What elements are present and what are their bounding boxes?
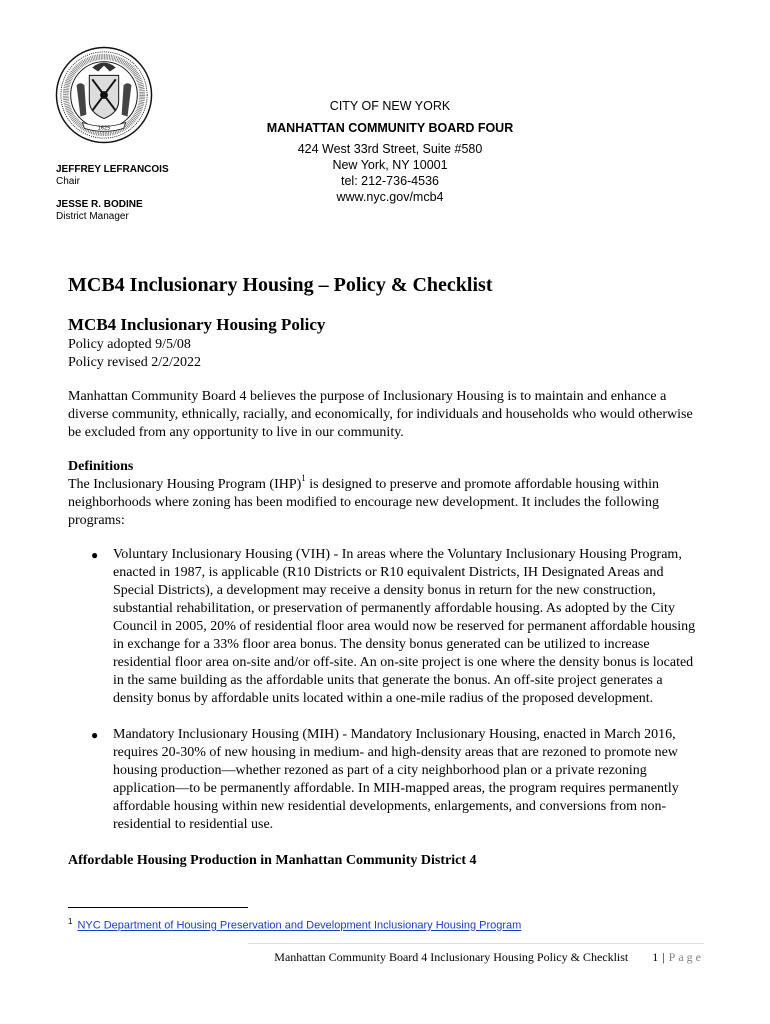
seal-year-text: 1625 bbox=[97, 125, 111, 132]
programs-list bbox=[68, 546, 704, 834]
telephone: tel: 212-736-4536 bbox=[341, 174, 439, 188]
board-address-block bbox=[210, 98, 570, 205]
production-heading: Affordable Housing Production in Manhattan Community District 4 bbox=[68, 853, 477, 868]
list-item bbox=[91, 546, 704, 708]
board-name: MANHATTAN COMMUNITY BOARD FOUR bbox=[266, 121, 514, 135]
definitions-heading: Definitions bbox=[68, 459, 134, 474]
chair-title: Chair bbox=[56, 176, 80, 187]
list-item bbox=[91, 726, 704, 834]
street-address: 424 West 33rd Street, Suite #580 bbox=[297, 142, 483, 156]
city-zip: New York, NY 10001 bbox=[332, 158, 448, 172]
bullet-icon: ● bbox=[91, 728, 99, 742]
footnote-number: 1 bbox=[68, 917, 73, 926]
footer-text: Manhattan Community Board 4 Inclusionary Housing Policy & Checklist bbox=[274, 950, 629, 964]
policy-revised: Policy revised 2/2/2022 bbox=[68, 355, 201, 370]
definitions-paragraph bbox=[68, 473, 704, 530]
document-title: MCB4 Inclusionary Housing – Policy & Checklist bbox=[68, 274, 493, 296]
footnote-divider bbox=[68, 907, 248, 908]
bullet-icon: ● bbox=[91, 548, 99, 562]
document-body bbox=[68, 272, 704, 870]
chair-name: JEFFREY LEFRANCOIS bbox=[56, 164, 169, 175]
website: www.nyc.gov/mcb4 bbox=[336, 190, 444, 204]
district-manager-name: JESSE R. BODINE bbox=[56, 199, 143, 210]
page-word: Page bbox=[668, 950, 704, 964]
district-manager-title: District Manager bbox=[56, 211, 129, 222]
footer-separator: | bbox=[662, 950, 665, 964]
list-item-text: Voluntary Inclusionary Housing (VIH) - In areas where the Voluntary Inclusionary Housing Program, enacted in 1987, is applicable (R10 Districts or R10 equivalent Districts, IH Designated Areas and Special Districts), a development may receive a density bonus in return for the new construction, substantial rehabilitation, or preservation of permanently affordable housing. As adopted by the City Council in 2005, 20% of residential floor area would now be reserved for permanent affordable housing in exchange for a 33% floor area bonus. The density bonus generated can be utilized to increase residential floor area on-site and/or off-site. An on-site project is one where the density bonus is located in the same building as the affordable units that generate the bonus. An off-site project generates a density bonus by affordable units located within a one-mile radius of the proposed development. bbox=[113, 547, 696, 706]
city-seal-logo bbox=[55, 46, 153, 144]
officials-block bbox=[56, 164, 169, 223]
footnote-link[interactable]: NYC Department of Housing Preservation and Development Inclusionary Housing Program bbox=[77, 919, 522, 932]
definitions-rest: is designed to preserve and promote affordable housing within neighborhoods where zoning has been modified to encourage new development. It includes the following programs: bbox=[68, 477, 659, 528]
section-title: MCB4 Inclusionary Housing Policy bbox=[68, 315, 326, 334]
city-name: CITY OF NEW YORK bbox=[329, 99, 451, 113]
policy-adopted: Policy adopted 9/5/08 bbox=[68, 337, 191, 352]
footnote bbox=[68, 915, 521, 933]
footnote-reference[interactable]: 1 bbox=[301, 473, 306, 484]
intro-paragraph: Manhattan Community Board 4 believes the purpose of Inclusionary Housing is to maintain and enhance a diverse community, ethnically, racially, and economically, for individuals and households who would otherwise be excluded from any opportunity to live in our community. bbox=[68, 389, 693, 440]
footer-divider bbox=[248, 943, 704, 944]
list-item-text: Mandatory Inclusionary Housing (MIH) - Mandatory Inclusionary Housing, enacted in March 2016, requires 20-30% of new housing in medium- and high-density areas that are rezoned to promote new housing production—whether rezoned as part of a city neighborhood plan or a private rezoning application—to be permanently affordable. In MIH-mapped areas, the program requires permanently affordable housing within new residential developments, enlargements, and conversions from non-residential to residential use. bbox=[113, 727, 679, 832]
page-footer bbox=[248, 949, 704, 965]
page-number: 1 bbox=[652, 950, 659, 964]
definitions-lead: The Inclusionary Housing Program (IHP) bbox=[68, 477, 302, 492]
